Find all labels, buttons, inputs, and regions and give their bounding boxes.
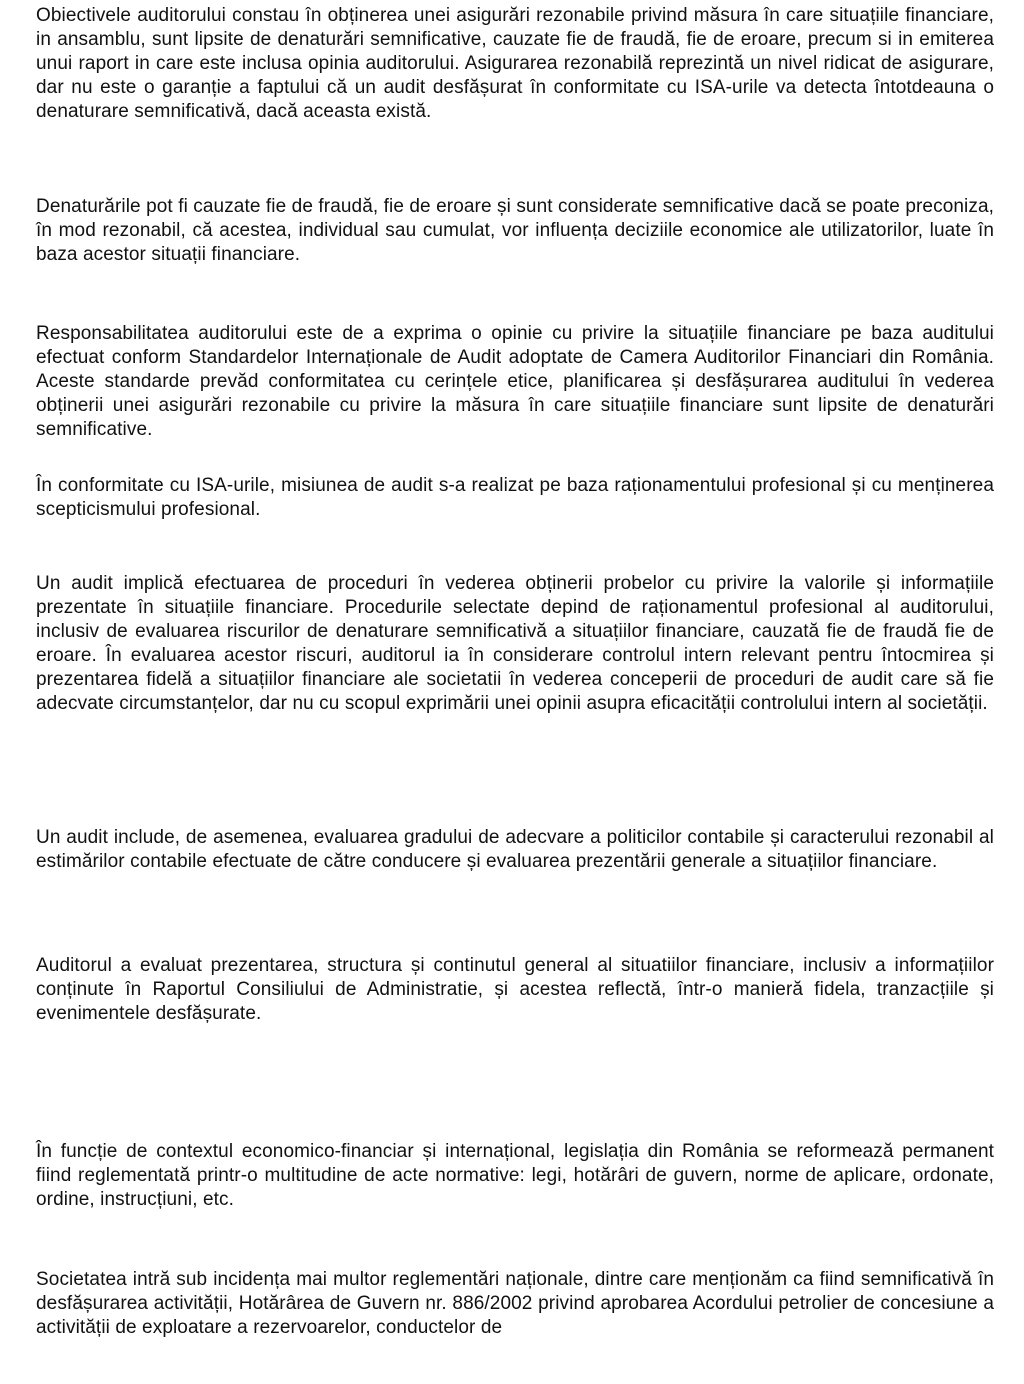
paragraph-isa-conformity: În conformitate cu ISA-urile, misiunea de audit s-a realizat pe baza raționamentului profesional și cu menținerea scepticismului profesional. xyxy=(36,475,994,520)
paragraph-audit-procedures: Un audit implică efectuarea de proceduri în vederea obținerii probelor cu privire la valorile și informațiile prezentate în situațiile financiare. Procedurile selectate depind de raționamentul profesional al auditorului, inclusiv de evaluarea riscurilor de denaturare semnificativă a situațiilor financiare, cauzată fie de fraudă fie de eroare. În evaluarea acestor riscuri, auditorul ia în considerare controlul intern relevant pentru întocmirea și prezentarea fidelă a situațiilor financiare ale societatii în vederea conceperii de proceduri de audit care să fie adecvate circumstanțelor, dar nu cu scopul exprimării unei opinii asupra eficacității controlului intern al societății. xyxy=(36,573,994,714)
paragraph-national-regulations: Societatea intră sub incidența mai multor reglementări naționale, dintre care menționăm ca fiind semnificativă în desfășurarea activității, Hotărârea de Guvern nr. 886/2002 privind aprobarea Acordului petrolier de concesiune a activității de exploatare a rezervoarelor, conductelor de xyxy=(36,1269,994,1338)
paragraph-legislation-context: În funcție de contextul economico-financiar și internațional, legislația din România se reformează permanent fiind reglementată printr-o multitudine de acte normative: legi, hotărâri de guvern, norme de aplicare, ordonate, ordine, instrucțiuni, etc. xyxy=(36,1141,994,1210)
paragraph-presentation-evaluation: Auditorul a evaluat prezentarea, structura și continutul general al situatiilor financiare, inclusiv a informațiilor conținute în Raportul Consiliului de Administratie, și acestea reflectă, într-o manieră fidela, tranzacțiile și evenimentele desfășurate. xyxy=(36,955,994,1024)
paragraph-auditor-responsibility: Responsabilitatea auditorului este de a exprima o opinie cu privire la situațiile financiare pe baza auditului efectuat conform Standardelor Internaționale de Audit adoptate de Camera Auditorilor Financiari din România. Aceste standarde prevăd conformitatea cu cerințele etice, planificarea și desfășurarea auditului în vederea obținerii unei asigurări rezonabile cu privire la măsura în care situațiile financiare sunt lipsite de denaturări semnificative. xyxy=(36,323,994,440)
paragraph-misstatements: Denaturările pot fi cauzate fie de fraudă, fie de eroare și sunt considerate semnificative dacă se poate preconiza, în mod rezonabil, că acestea, individual sau cumulat, vor influența deciziile economice ale utilizatorilor, luate în baza acestor situații financiare. xyxy=(36,196,994,265)
paragraph-accounting-policies: Un audit include, de asemenea, evaluarea gradului de adecvare a politicilor contabile și caracterului rezonabil al estimărilor contabile efectuate de către conducere și evaluarea prezentării generale a situațiilor financiare. xyxy=(36,827,994,872)
paragraph-auditor-objectives: Obiectivele auditorului constau în obținerea unei asigurări rezonabile privind măsura în care situațiile financiare, in ansamblu, sunt lipsite de denaturări semnificative, cauzate fie de fraudă, fie de eroare, precum si in emiterea unui raport in care este inclusa opinia auditorului. Asigurarea rezonabilă reprezintă un nivel ridicat de asigurare, dar nu este o garanție a faptului că un audit desfășurat în conformitate cu ISA-urile va detecta întotdeauna o denaturare semnificativă, dacă aceasta există. xyxy=(36,5,994,122)
